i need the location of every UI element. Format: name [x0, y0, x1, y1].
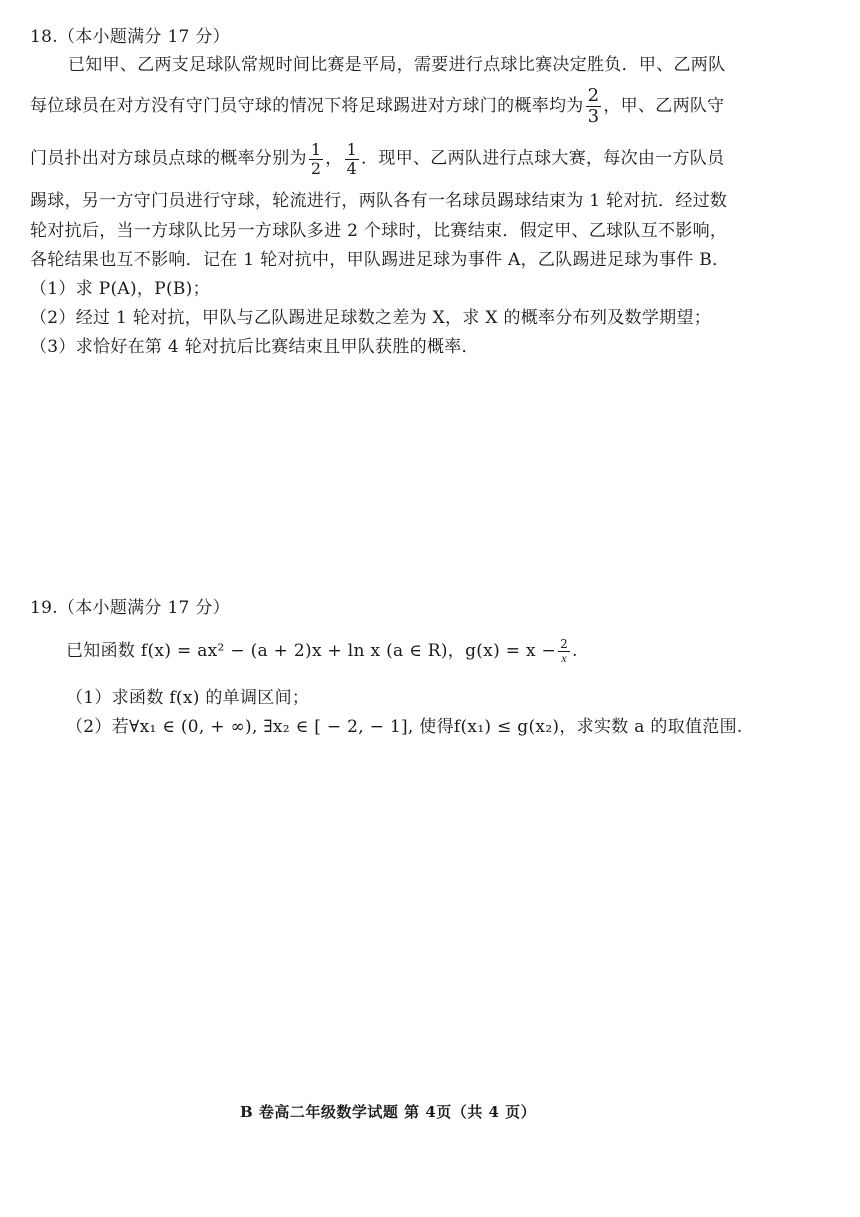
fraction-one-half — [309, 141, 323, 177]
q18-text-line-2b: ，甲、乙两队守 — [603, 95, 725, 116]
q19-statement — [66, 636, 578, 665]
q19-header: 19.（本小题满分 17 分） — [30, 598, 230, 618]
fraction-numerator: 1 — [310, 140, 322, 159]
q18-header: 18.（本小题满分 17 分） — [30, 27, 230, 47]
fraction-denominator: x — [561, 651, 567, 665]
q19-part-2: （2）若∀x₁ ∈ (0, + ∞), ∃x₂ ∈ [ − 2, − 1], 使得f(x₁) ≤ g(x₂)，求实数 a 的取值范围. — [66, 717, 743, 737]
fraction-denominator: 4 — [346, 158, 358, 178]
q18-text-line-3 — [30, 141, 724, 177]
q18-part-3: （3）求恰好在第 4 轮对抗后比赛结束且甲队获胜的概率． — [30, 337, 479, 357]
q19-statement-a: 已知函数 f(x) = ax² − (a + 2)x + ln x (a ∈ R)，g(x) = x − — [66, 641, 557, 661]
q18-part-1: （1）求 P(A)，P(B)； — [30, 279, 210, 299]
q18-text-line-4: 踢球，另一方守门员进行守球，轮流进行，两队各有一名球员踢球结束为 1 轮对抗．经过数 — [30, 191, 728, 211]
q19-statement-b: . — [572, 641, 578, 661]
fraction-numerator: 2 — [587, 85, 600, 106]
fraction-denominator: 2 — [310, 158, 322, 178]
fraction-two-over-x — [558, 638, 570, 665]
fraction-two-thirds — [586, 86, 602, 127]
q18-text-line-2 — [30, 86, 724, 127]
q18-text-sep: ， — [325, 148, 343, 169]
page-footer: B 卷高二年级数学试题 第 4页（共 4 页） — [240, 1103, 537, 1121]
fraction-one-quarter — [345, 141, 359, 177]
fraction-denominator: 3 — [587, 105, 600, 127]
fraction-numerator: 1 — [346, 140, 358, 159]
q18-text-line-3a: 门员扑出对方球员点球的概率分别为 — [30, 148, 307, 169]
q18-text-line-6: 各轮结果也互不影响．记在 1 轮对抗中，甲队踢进足球为事件 A，乙队踢进足球为事件 B． — [30, 250, 730, 270]
q18-text-line-5: 轮对抗后，当一方球队比另一方球队多进 2 个球时，比赛结束．假定甲、乙球队互不影响， — [30, 221, 728, 241]
fraction-numerator: 2 — [560, 636, 569, 651]
q18-part-2: （2）经过 1 轮对抗，甲队与乙队踢进足球数之差为 X，求 X 的概率分布列及数学期望； — [30, 308, 712, 328]
q18-text-line-3b: ．现甲、乙两队进行点球大赛，每次由一方队员 — [361, 148, 725, 169]
q19-part-1: （1）求函数 f(x) 的单调区间； — [66, 688, 310, 708]
q18-text-line-2a: 每位球员在对方没有守门员守球的情况下将足球踢进对方球门的概率均为 — [30, 95, 584, 116]
q18-text-line-1: 已知甲、乙两支足球队常规时间比赛是平局，需要进行点球比赛决定胜负．甲、乙两队 — [68, 55, 726, 75]
